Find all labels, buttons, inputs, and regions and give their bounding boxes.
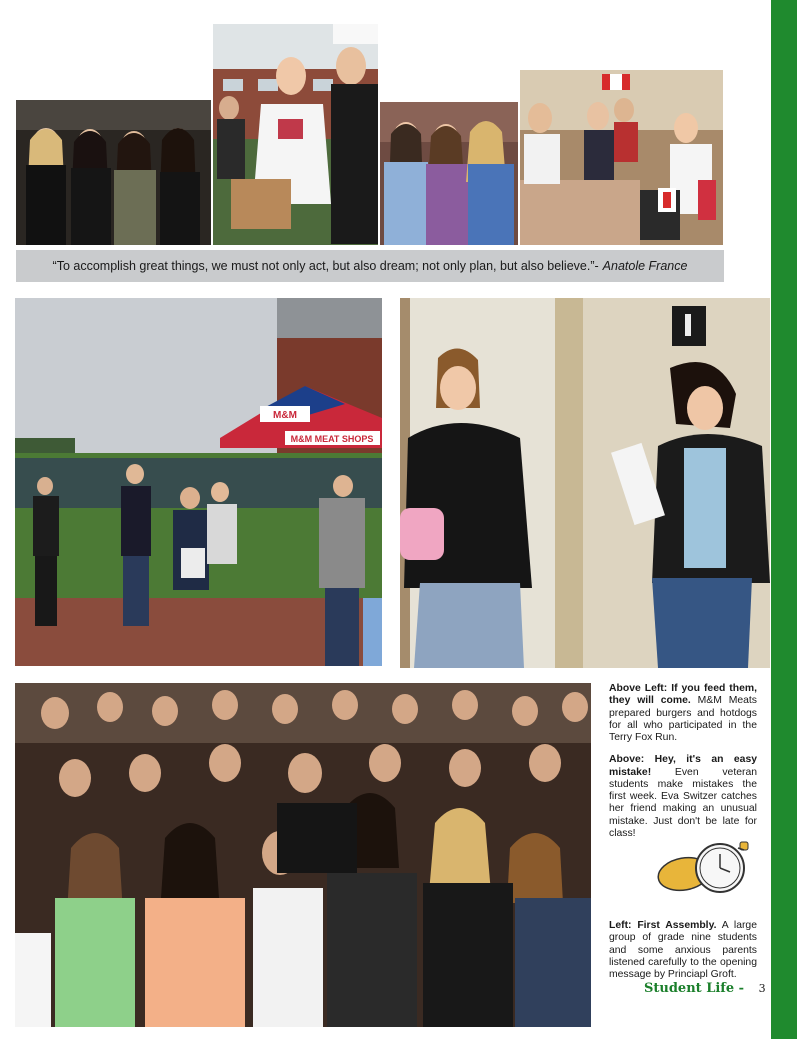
caption-above bbox=[609, 754, 757, 840]
caption-above-body: Even veteran students make mistakes the first week. Eva Switzer catches her friend making an unusual mistake. Just don't be late for class! bbox=[609, 766, 758, 839]
quote-bar bbox=[16, 250, 724, 282]
photo-cafeteria-line bbox=[520, 70, 723, 245]
caption-left-title: Left: First Assembly. bbox=[609, 920, 717, 932]
photo-hallway-mistake bbox=[400, 298, 770, 668]
caption-above-title: Above: Hey, it's an easy mistake! bbox=[609, 754, 757, 778]
quote-author: Anatole France bbox=[602, 259, 688, 273]
caption-above-left-title: Above Left: If you feed them, they will come. bbox=[609, 683, 757, 707]
quote-text: “To accomplish great things, we must not only act, but also dream; not only plan, but also believe.”- bbox=[52, 259, 599, 273]
photo-three-girls-blue bbox=[380, 102, 518, 245]
photo-four-girls bbox=[16, 100, 211, 245]
caption-above-left-body: M&M Meats prepared burgers and hotdogs for all who participated in the Terry Fox Run. bbox=[609, 695, 757, 744]
caption-above-left bbox=[609, 683, 757, 744]
tent-sign-left: M&M bbox=[273, 410, 297, 421]
page-number: 3 bbox=[758, 982, 766, 995]
page-footer bbox=[644, 981, 766, 996]
photo-first-assembly bbox=[15, 683, 591, 1027]
pocket-watch-icon bbox=[656, 838, 754, 898]
tent-sign-right: M&M MEAT SHOPS bbox=[290, 434, 374, 444]
photo-terry-fox-run-bbq bbox=[15, 298, 382, 666]
photo-boy-white-shirt bbox=[213, 24, 378, 245]
green-edge-stripe bbox=[771, 0, 797, 1039]
section-label: Student Life - bbox=[644, 981, 745, 996]
caption-left bbox=[609, 920, 757, 981]
caption-left-body: A large group of grade nine students and some anxious parents listened carefully to the opening message by Princiapl Groft. bbox=[609, 920, 757, 981]
